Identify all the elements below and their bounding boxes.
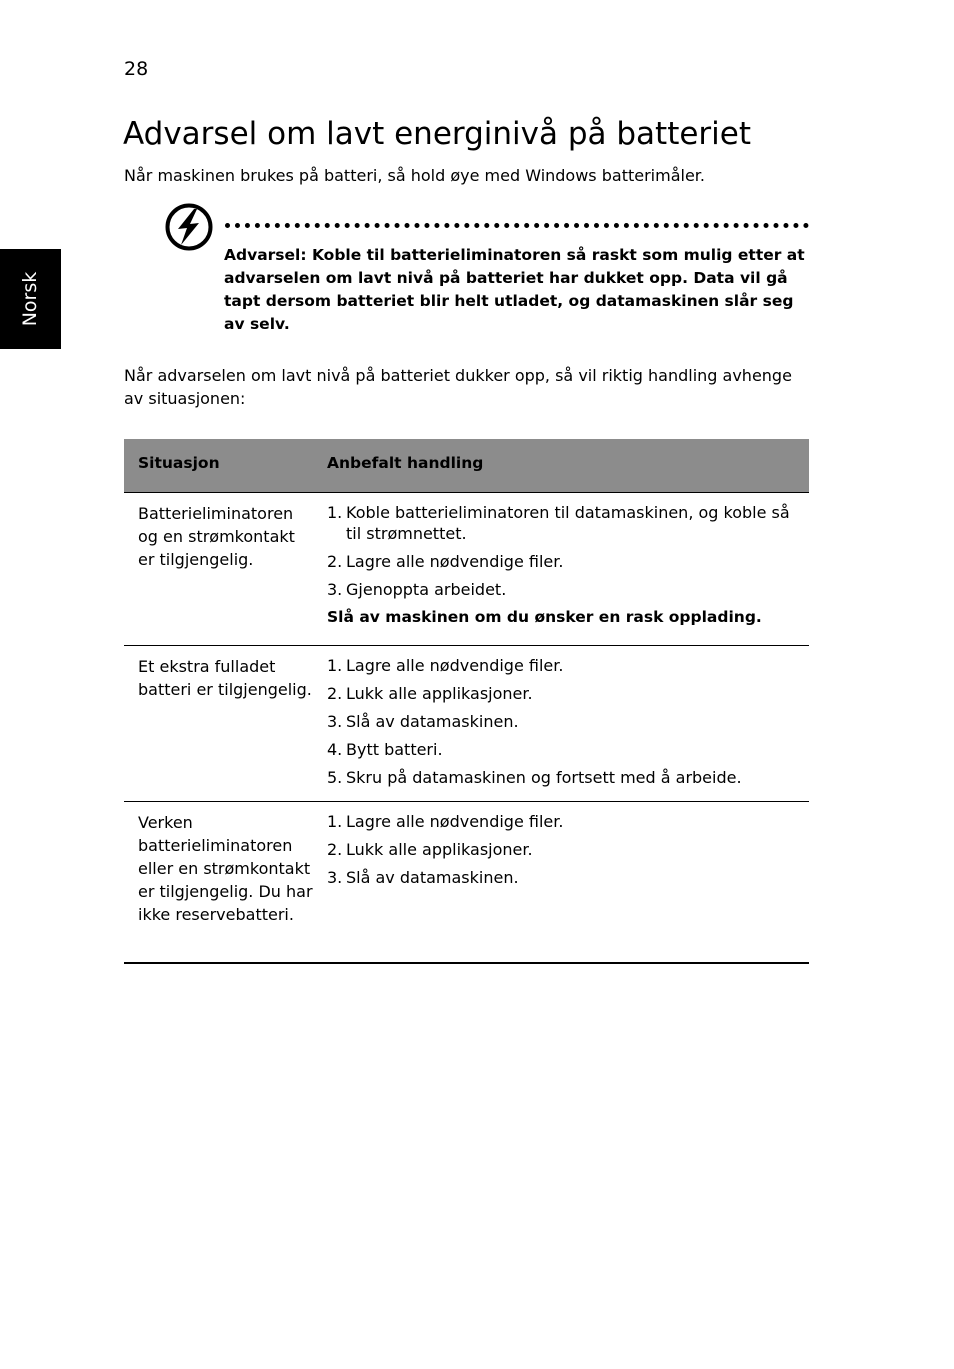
- step-text: Gjenoppta arbeidet.: [346, 580, 507, 599]
- action-note: Slå av maskinen om du ønsker en rask opplading.: [327, 608, 762, 626]
- action-step: [327, 739, 805, 760]
- action-cell: [327, 502, 805, 628]
- action-step: [327, 551, 805, 572]
- action-step: [327, 867, 805, 888]
- step-number: 3.: [327, 712, 343, 731]
- section-title: Advarsel om lavt energinivå på batteriet: [123, 116, 752, 152]
- action-step: [327, 655, 805, 676]
- situation-cell: Verken batterieliminatoren eller en strømkontakt er tilgjengelig. Du har ikke reservebatteri.: [138, 813, 313, 924]
- battery-action-table: [124, 439, 809, 964]
- action-step: [327, 767, 805, 788]
- step-number: 4.: [327, 740, 343, 759]
- action-cell: [327, 655, 805, 795]
- section-intro: Når maskinen brukes på batteri, så hold øye med Windows batterimåler.: [124, 166, 705, 185]
- table-header: [124, 439, 809, 493]
- page-number: 28: [124, 58, 149, 80]
- step-number: 2.: [327, 840, 343, 859]
- step-number: 2.: [327, 552, 343, 571]
- step-text: Lukk alle applikasjoner.: [346, 684, 533, 703]
- warning-divider: [225, 223, 809, 228]
- step-number: 1.: [327, 812, 343, 831]
- step-text: Skru på datamaskinen og fortsett med å arbeide.: [346, 768, 742, 787]
- column-header-situation: Situasjon: [138, 454, 220, 472]
- step-number: 3.: [327, 580, 343, 599]
- step-text: Bytt batteri.: [346, 740, 443, 759]
- warning-lightning-icon: [164, 202, 214, 252]
- step-number: 1.: [327, 503, 343, 522]
- step-text: Lagre alle nødvendige filer.: [346, 812, 564, 831]
- action-step: [327, 839, 805, 860]
- situation-cell: Batterieliminatoren og en strømkontakt er tilgjengelig.: [138, 504, 295, 569]
- situation-intro: Når advarselen om lavt nivå på batteriet dukker opp, så vil riktig handling avhenge av situasjonen:: [124, 366, 792, 408]
- step-text: Koble batterieliminatoren til datamaskinen, og koble så til strømnettet.: [346, 503, 790, 543]
- step-text: Slå av datamaskinen.: [346, 712, 519, 731]
- step-text: Lagre alle nødvendige filer.: [346, 552, 564, 571]
- step-number: 1.: [327, 656, 343, 675]
- warning-text: Advarsel: Koble til batterieliminatoren så raskt som mulig etter at advarselen om lavt nivå på batteriet har dukket opp. Data vil gå tapt dersom batteriet blir helt utladet, og datamaskinen slår seg av selv.: [224, 246, 805, 333]
- action-step: [327, 579, 805, 600]
- action-step: [327, 683, 805, 704]
- step-text: Slå av datamaskinen.: [346, 868, 519, 887]
- step-text: Lagre alle nødvendige filer.: [346, 656, 564, 675]
- table-row: [124, 802, 809, 964]
- column-header-action: Anbefalt handling: [327, 454, 484, 472]
- action-cell: [327, 811, 805, 895]
- action-step: [327, 502, 805, 544]
- language-side-tab: [0, 249, 61, 349]
- action-step: [327, 711, 805, 732]
- table-row: [124, 646, 809, 802]
- step-number: 2.: [327, 684, 343, 703]
- step-number: 3.: [327, 868, 343, 887]
- table-row: [124, 493, 809, 646]
- step-text: Lukk alle applikasjoner.: [346, 840, 533, 859]
- step-number: 5.: [327, 768, 343, 787]
- action-step: [327, 811, 805, 832]
- situation-cell: Et ekstra fulladet batteri er tilgjengelig.: [138, 657, 312, 699]
- language-label: Norsk: [19, 271, 41, 327]
